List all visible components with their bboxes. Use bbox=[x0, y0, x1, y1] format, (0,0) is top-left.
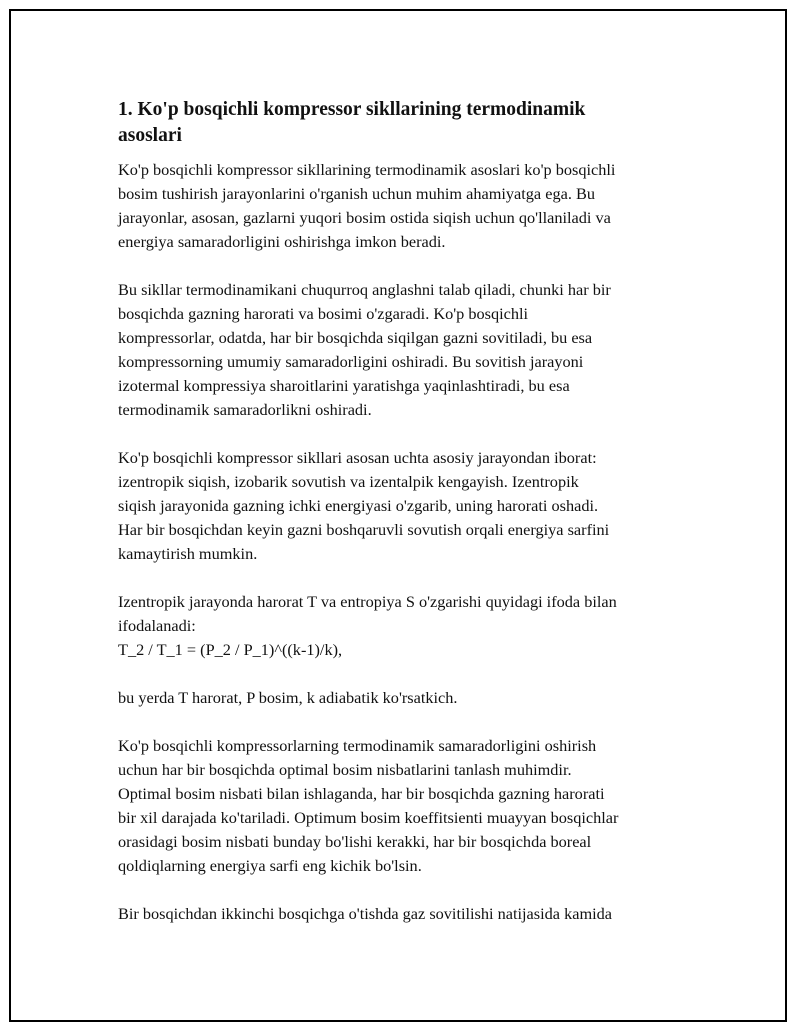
paragraph-processes bbox=[118, 446, 698, 566]
text-line: bu yerda T harorat, P bosim, k adiabatik ko'rsatkich. bbox=[118, 688, 458, 707]
section-heading bbox=[118, 97, 698, 149]
formula-line: T_2 / T_1 = (P_2 / P_1)^((k-1)/k), bbox=[118, 640, 343, 659]
heading-line: 1. Ko'p bosqichli kompressor sikllarining termodinamik bbox=[118, 99, 586, 120]
text-line: Ko'p bosqichli kompressorlarning termodinamik samaradorligini oshirish bbox=[118, 736, 597, 755]
text-line: kamaytirish mumkin. bbox=[118, 544, 258, 563]
text-line: ifodalanadi: bbox=[118, 616, 196, 635]
text-line: Izentropik jarayonda harorat T va entropiya S o'zgarishi quyidagi ifoda bilan bbox=[118, 592, 617, 611]
heading-line: asoslari bbox=[118, 125, 182, 146]
text-line: jarayonlar, asosan, gazlarni yuqori bosim ostida siqish uchun qo'llaniladi va bbox=[118, 208, 611, 227]
text-line: siqish jarayonida gazning ichki energiyasi o'zgarib, uning harorati oshadi. bbox=[118, 496, 599, 515]
text-line: Optimal bosim nisbati bilan ishlaganda, har bir bosqichda gazning harorati bbox=[118, 784, 605, 803]
text-line: kompressorning umumiy samaradorligini oshiradi. Bu sovitish jarayoni bbox=[118, 352, 584, 371]
text-line: izotermal kompressiya sharoitlarini yaratishga yaqinlashtiradi, bu esa bbox=[118, 376, 570, 395]
text-line: termodinamik samaradorlikni oshiradi. bbox=[118, 400, 372, 419]
text-line: bosqichda gazning harorati va bosimi o'zgaradi. Ko'p bosqichli bbox=[118, 304, 529, 323]
text-line: orasidagi bosim nisbati bunday bo'lishi kerakki, har bir bosqichda boreal bbox=[118, 832, 592, 851]
paragraph-formula bbox=[118, 590, 698, 662]
text-line: Bir bosqichdan ikkinchi bosqichga o'tishda gaz sovitilishi natijasida kamida bbox=[118, 904, 613, 923]
text-line: bosim tushirish jarayonlarini o'rganish uchun muhim ahamiyatga ega. Bu bbox=[118, 184, 595, 203]
paragraph-legend bbox=[118, 686, 698, 710]
text-line: energiya samaradorligini oshirishga imkon beradi. bbox=[118, 232, 446, 251]
paragraph-cycles bbox=[118, 278, 698, 422]
paragraph-optimal bbox=[118, 734, 698, 878]
text-line: Ko'p bosqichli kompressor sikllari asosan uchta asosiy jarayondan iborat: bbox=[118, 448, 597, 467]
text-line: qoldiqlarning energiya sarfi eng kichik bo'lsin. bbox=[118, 856, 422, 875]
text-line: bir xil darajada ko'tariladi. Optimum bosim koeffitsienti muayyan bosqichlar bbox=[118, 808, 619, 827]
paragraph-transition bbox=[118, 902, 698, 926]
text-line: Har bir bosqichdan keyin gazni boshqaruvli sovutish orqali energiya sarfini bbox=[118, 520, 610, 539]
text-line: kompressorlar, odatda, har bir bosqichda siqilgan gazni sovitiladi, bu esa bbox=[118, 328, 593, 347]
text-line: Ko'p bosqichli kompressor sikllarining termodinamik asoslari ko'p bosqichli bbox=[118, 160, 616, 179]
page-frame bbox=[9, 9, 787, 1022]
paragraph-intro bbox=[118, 158, 698, 254]
text-line: Bu sikllar termodinamikani chuqurroq anglashni talab qiladi, chunki har bir bbox=[118, 280, 611, 299]
text-line: izentropik siqish, izobarik sovutish va izentalpik kengayish. Izentropik bbox=[118, 472, 579, 491]
document-body bbox=[118, 97, 698, 950]
text-line: uchun har bir bosqichda optimal bosim nisbatlarini tanlash muhimdir. bbox=[118, 760, 572, 779]
